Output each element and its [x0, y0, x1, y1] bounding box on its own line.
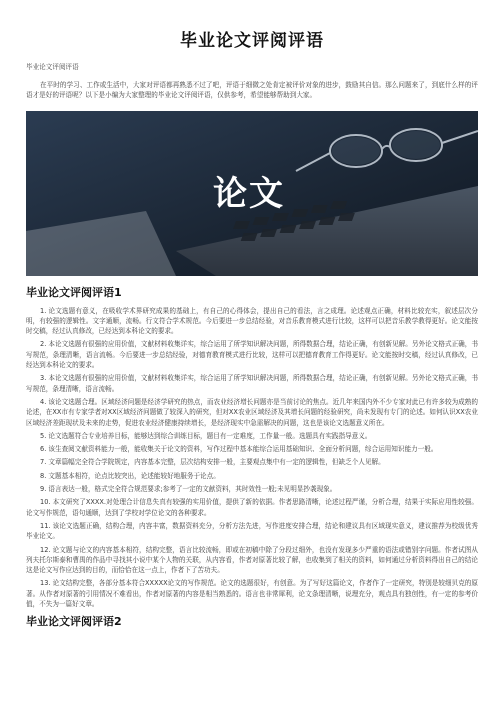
comment-item: 2. 本论文选题有很强的应用价值，文献材料收集详实，综合运用了所学知识解决问题，所得数据合理，结论正确，有创新见解。另外论文格式正确，书写规范，条理清晰，语言流畅。今后要进一步总结经验，对德育教育模式进行比较，这样可以把德育教育工作得更好。论文能按时交稿，经过认真修改，已经达到本科论文的要求。	[26, 340, 478, 370]
section-heading-2: 毕业论文评阅评语2	[26, 615, 122, 629]
hero-image	[26, 111, 478, 276]
intro-paragraph: 在平时的学习、工作或生活中，大家对评语都再熟悉不过了吧，评语于细微之处肯定被评价对象的进步，鼓励其自信。那么问题来了，到底什么样的评语才是好的评语呢？以下是小编为大家整理的毕业论文评阅评语，仅供参考，希望能够帮助到大家。	[26, 81, 478, 100]
comment-item: 3. 本论文选题有很强的应用价值，文献材料收集详实，综合运用了所学知识解决问题，所得数据合理，结论正确，有创新见解。另外论文格式正确，书写规范，条理清晰，语言流畅。	[26, 374, 478, 393]
comment-item: 5. 论文选题符合专业培养目标，能够达到综合训练目标，题目有一定难度，工作量一般。选题具有实践指导意义。	[40, 431, 372, 440]
comment-item: 12. 论文题与论文的内容基本相符，结构完整，语言比较流畅，即或在初稿中除了分段过细外，也没有发现多少严重的语法或错别字问题。作者试图从列夫托尔斯泰和曹禺的作品中寻找其小说中某个人物的关联，从内容看，作者对原著比较了解，也收集到了相关的资料，如何通过分析资料得出自己的结论这是论文写作应达到的目的，而恰恰在这一点上，作者下了苦功夫。	[26, 545, 478, 575]
section-heading-1: 毕业论文评阅评语1	[26, 285, 122, 299]
comment-item: 8. 文题基本相符，论点比较突出，论述能较好地服务于论点。	[40, 471, 220, 480]
document-subtitle: 毕业论文评阅评语	[26, 63, 79, 71]
comment-item: 1. 论文选题有意义，在吸收学术界研究成果的基础上，有自己的心得体会，提出自己的看法，言之成理。论述观点正确，材料比较充实，叙述层次分明，有较强的逻辑性。文字通顺，流畅。行文符合学术规范。今后要进一步总结经验，对音乐教育模式进行比较，这样可以把音乐教学教得更好。论文能按时交稿，经过认真修改，已经达到本科论文的要求。	[26, 306, 478, 336]
comment-item: 11. 该论文选题正确，结构合理，内容丰富，数据资料充分，分析方法先进，写作进度安排合理，结论和建议具有区域现实意义，建议推荐为校级优秀毕业论文。	[26, 521, 478, 541]
page-title: 毕业论文评阅评语	[180, 31, 324, 51]
comment-item: 13. 论文结构完整，各部分基本符合XXXXX论文的写作规范。论文的选题很好，有创意。为了写好这篇论文，作者作了一定研究，特别是较细贝克的原著。从作者对原著的引用情况不难看出，作者对原著的内容是相当熟悉的。语言也非常犀利，论文条理清晰，说理充分，观点具有独创性，有一定的参考价值，不失为一篇好文章。	[26, 579, 478, 609]
comment-item: 9. 语言表达一般，格式完全符合规范要求;参考了一定的文献资料，其时效性一般;未见明显抄袭现象。	[40, 485, 337, 494]
comment-item: 6. 该生查阅文献资料能力一般，能收集关于论文的资料，写作过程中基本能综合运用基础知识、全面分析问题，综合运用知识能力一般。	[40, 445, 438, 454]
comment-item: 10. 本文研究了XXXX.对处理合计信息失真有较强的实用价值，提供了新的依据。作者思路清晰，论述过程严谨，分析合理，结果于实际应用性较强。论文写作规范，语句通顺，达到了学校对学位论文的各种要求。	[26, 498, 478, 517]
hero-caption: 论文	[213, 173, 285, 214]
comment-item: 7. 文章篇幅完全符合学院规定，内容基本完整，层次结构安排一般，主要观点集中有一定的逻辑性，但缺乏个人见解。	[40, 458, 385, 467]
comment-item: 4. 该论文选题合理。区域经济问题是经济学研究的热点，而农业经济增长问题亦是当前讨论的焦点。近几年来国内外不少专家对此已有许多较为成熟的论述，在XX市有专家学者对XX区域经济问题做了较深入的研究，但对XX农业区域经济及其增长问题的经验研究，尚未发现有专门的论述。如何认识XX农业区域经济差距现状及未来的走势，促进农业经济健康持续增长，是经济现实中急需解决的问题，这也是该论文选题意义所在。	[26, 397, 478, 427]
